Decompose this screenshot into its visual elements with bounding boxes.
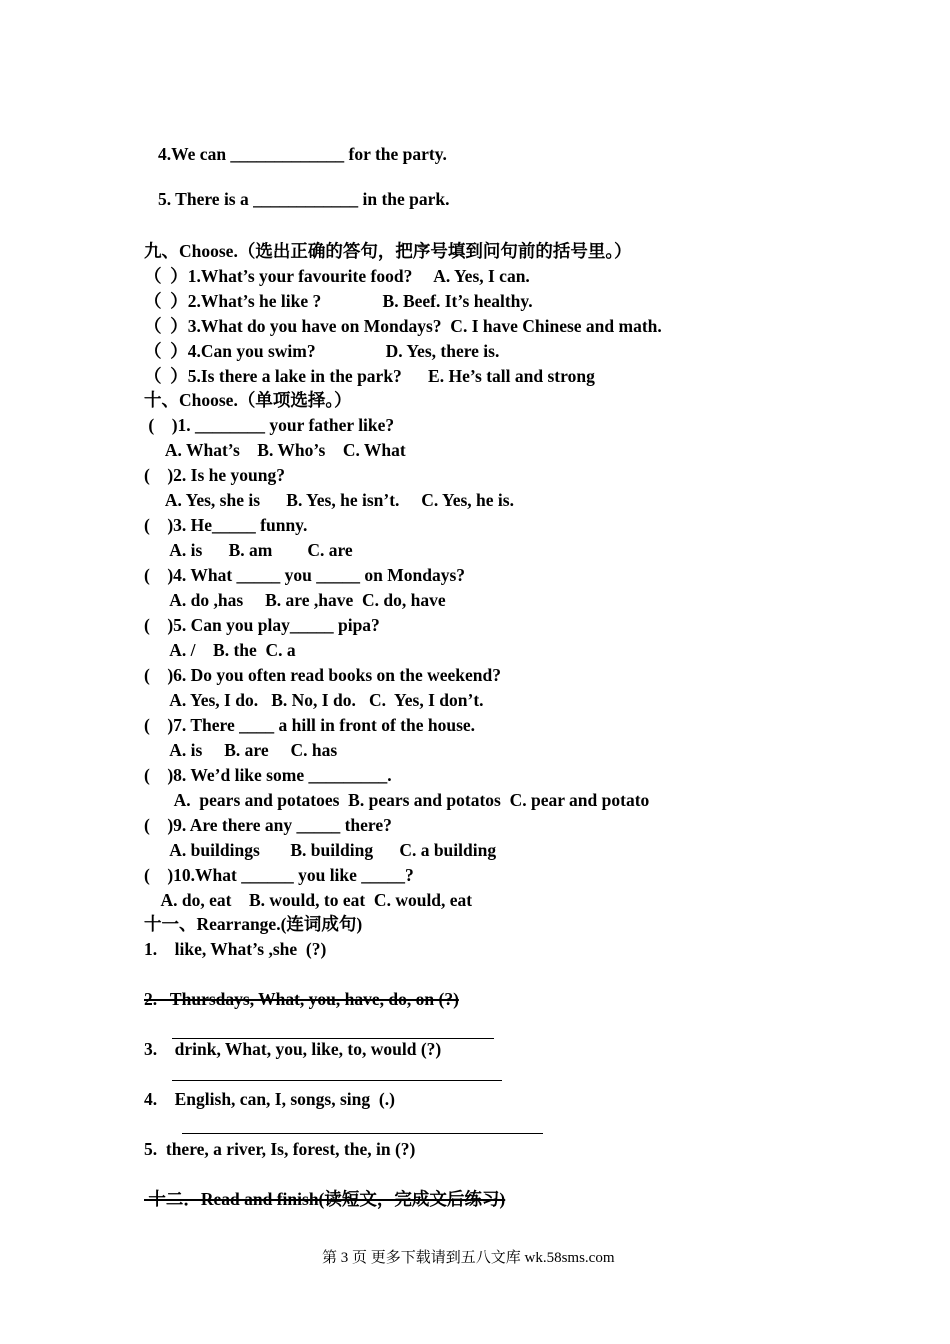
rearrange-item-3: 3. drink, What, you, like, to, would (?) (144, 1039, 442, 1059)
section-9-item: （ ）1.What’s your favourite food? A. Yes, I can. (144, 266, 530, 286)
rearrange-item-4: 4. English, can, I, songs, sing (.) (144, 1089, 395, 1109)
section-10-options-3: A. is B. am C. are (144, 540, 353, 560)
section-10-options-9: A. buildings B. building C. a building (144, 840, 497, 860)
answer-line (172, 1080, 502, 1081)
section-12-title: 十二．Read and finish(读短文，完成文后练习) (144, 1189, 506, 1209)
section-9-item: （ ）2.What’s he like ? B. Beef. It’s healthy. (144, 291, 533, 311)
section-10-question-2: ( )2. Is he young? (144, 465, 285, 485)
section-10-question-6: ( )6. Do you often read books on the weekend? (144, 665, 501, 685)
rearrange-item-2: 2. Thursdays, What, you, have, do, on (?) (144, 989, 459, 1009)
section-10-options-1: A. What’s B. Who’s C. What (144, 440, 406, 460)
section-11-title: 十一、Rearrange.(连词成句) (144, 914, 363, 934)
section-9-title: 九、Choose.（选出正确的答句，把序号填到问句前的括号里。） (144, 241, 632, 261)
section-10-options-10: A. do, eat B. would, to eat C. would, eat (144, 890, 473, 910)
page-footer: 第 3 页 更多下载请到五八文库 wk.58sms.com (322, 1250, 615, 1266)
rearrange-item-5: 5. there, a river, Is, forest, the, in (?) (144, 1139, 416, 1159)
section-10-question-3: ( )3. He_____ funny. (144, 515, 308, 535)
section-9-item: （ ）4.Can you swim? D. Yes, there is. (144, 341, 500, 361)
section-10-question-10: ( )10.What ______ you like _____? (144, 865, 414, 885)
section-10-options-6: A. Yes, I do. B. No, I do. C. Yes, I don’t. (144, 690, 484, 710)
fill-in-item-4: 4.We can _____________ for the party. (158, 144, 447, 164)
section-10-question-5: ( )5. Can you play_____ pipa? (144, 615, 380, 635)
section-9-item: （ ）3.What do you have on Mondays? C. I have Chinese and math. (144, 316, 662, 336)
section-10-options-8: A. pears and potatoes B. pears and potatos C. pear and potato (144, 790, 650, 810)
answer-line (182, 1133, 543, 1134)
section-10-options-7: A. is B. are C. has (144, 740, 338, 760)
section-10-options-2: A. Yes, she is B. Yes, he isn’t. C. Yes, he is. (144, 490, 514, 510)
section-10-question-7: ( )7. There ____ a hill in front of the house. (144, 715, 476, 735)
section-10-title: 十、Choose.（单项选择。） (144, 390, 352, 410)
rearrange-item-1: 1. like, What’s ,she (?) (144, 939, 327, 959)
section-10-question-4: ( )4. What _____ you _____ on Mondays? (144, 565, 466, 585)
section-10-question-8: ( )8. We’d like some _________. (144, 765, 392, 785)
section-10-question-9: ( )9. Are there any _____ there? (144, 815, 392, 835)
section-10-options-5: A. / B. the C. a (144, 640, 296, 660)
section-10-options-4: A. do ,has B. are ,have C. do, have (144, 590, 446, 610)
section-9-item: （ ）5.Is there a lake in the park? E. He’s tall and strong (144, 366, 595, 386)
section-10-question-1: ( )1. ________ your father like? (144, 415, 395, 435)
fill-in-item-5: 5. There is a ____________ in the park. (158, 189, 450, 209)
